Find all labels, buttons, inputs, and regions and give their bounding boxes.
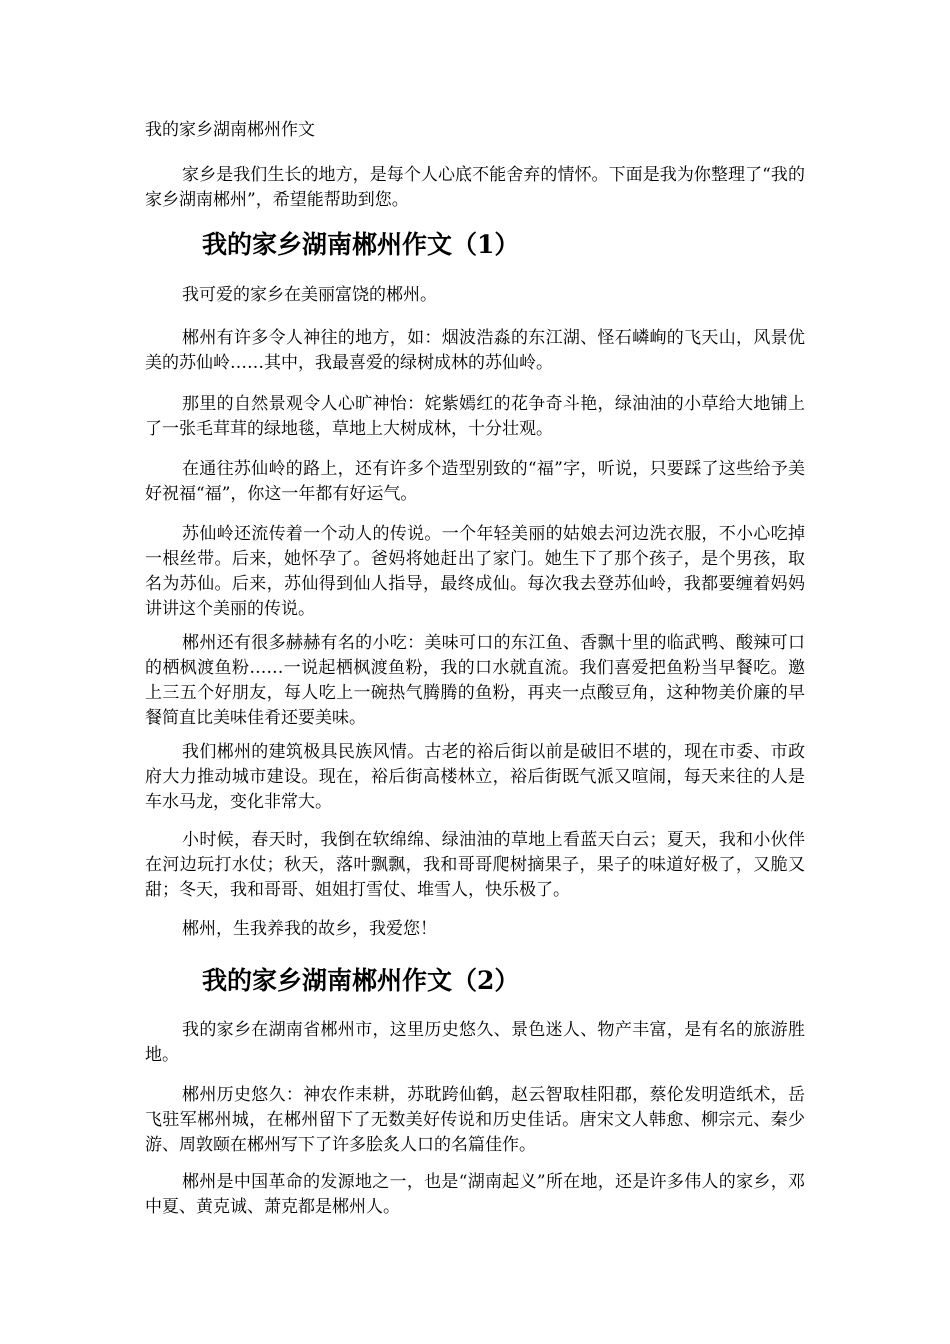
essay-1-paragraph: 郴州还有很多赫赫有名的小吃：美味可口的东江鱼、香飘十里的临武鸭、酸辣可口的栖枫渡鱼粉……一说起栖枫渡鱼粉，我的口水就直流。我们喜爱把鱼粉当早餐吃。邀上三五个好朋友，每人吃上一碗热气腾腾的鱼粉，再夹一点酸豆角，这种物美价廉的早餐简直比美味佳肴还要美味。: [145, 633, 805, 728]
essay-2-paragraph: 郴州历史悠久：神农作耒耕，苏耽跨仙鹤，赵云智取桂阳郡，蔡伦发明造纸术，岳飞驻军郴州城，在郴州留下了无数美好传说和历史佳话。唐宋文人韩愈、柳宗元、秦少游、周敦颐在郴州写下了许多脍炙人口的名篇佳作。: [145, 1085, 805, 1155]
essay-1-paragraph: 郴州有许多令人神往的地方，如：烟波浩淼的东江湖、怪石嶙峋的飞天山，风景优美的苏仙岭……其中，我最喜爱的绿树成林的苏仙岭。: [145, 328, 805, 373]
essay-2-paragraph: 郴州是中国革命的发源地之一，也是“湖南起义”所在地，还是许多伟人的家乡，邓中夏、黄克诚、萧克都是郴州人。: [145, 1172, 805, 1217]
intro-paragraph: 家乡是我们生长的地方，是每个人心底不能舍弃的情怀。下面是我为你整理了“我的家乡湖南郴州”，希望能帮助到您。: [145, 165, 805, 210]
document-title: 我的家乡湖南郴州作文: [145, 120, 315, 140]
essay-2-paragraph: 我的家乡在湖南省郴州市，这里历史悠久、景色迷人、物产丰富，是有名的旅游胜地。: [145, 1020, 805, 1065]
essay-1-paragraph: 在通往苏仙岭的路上，还有许多个造型别致的“福”字，听说，只要踩了这些给予美好祝福“福”，你这一年都有好运气。: [145, 459, 805, 504]
essay-2-heading: 我的家乡湖南郴州作文（2）: [202, 966, 520, 995]
essay-1-paragraph: 那里的自然景观令人心旷神怡：姹紫嫣红的花争奇斗艳，绿油油的小草给大地铺上了一张毛茸茸的绿地毯，草地上大树成林，十分壮观。: [145, 394, 805, 439]
essay-1-paragraph: 我可爱的家乡在美丽富饶的郴州。: [182, 285, 437, 305]
essay-1-paragraph: 郴州，生我养我的故乡，我爱您！: [182, 919, 437, 939]
essay-1-paragraph: 小时候，春天时，我倒在软绵绵、绿油油的草地上看蓝天白云；夏天，我和小伙伴在河边玩打水仗；秋天，落叶飘飘，我和哥哥爬树摘果子，果子的味道好极了，又脆又甜；冬天，我和哥哥、姐姐打雪仗、堆雪人，快乐极了。: [145, 830, 805, 900]
essay-1-heading: 我的家乡湖南郴州作文（1）: [202, 230, 520, 259]
essay-1-paragraph: 苏仙岭还流传着一个动人的传说。一个年轻美丽的姑娘去河边洗衣服，不小心吃掉一根丝带。后来，她怀孕了。爸妈将她赶出了家门。她生下了那个孩子，是个男孩，取名为苏仙。后来，苏仙得到仙人指导，最终成仙。每次我去登苏仙岭，我都要缠着妈妈讲讲这个美丽的传说。: [145, 524, 805, 619]
essay-1-paragraph: 我们郴州的建筑极具民族风情。古老的裕后街以前是破旧不堪的，现在市委、市政府大力推动城市建设。现在，裕后街高楼林立，裕后街既气派又喧闹，每天来往的人是车水马龙，变化非常大。: [145, 742, 805, 812]
